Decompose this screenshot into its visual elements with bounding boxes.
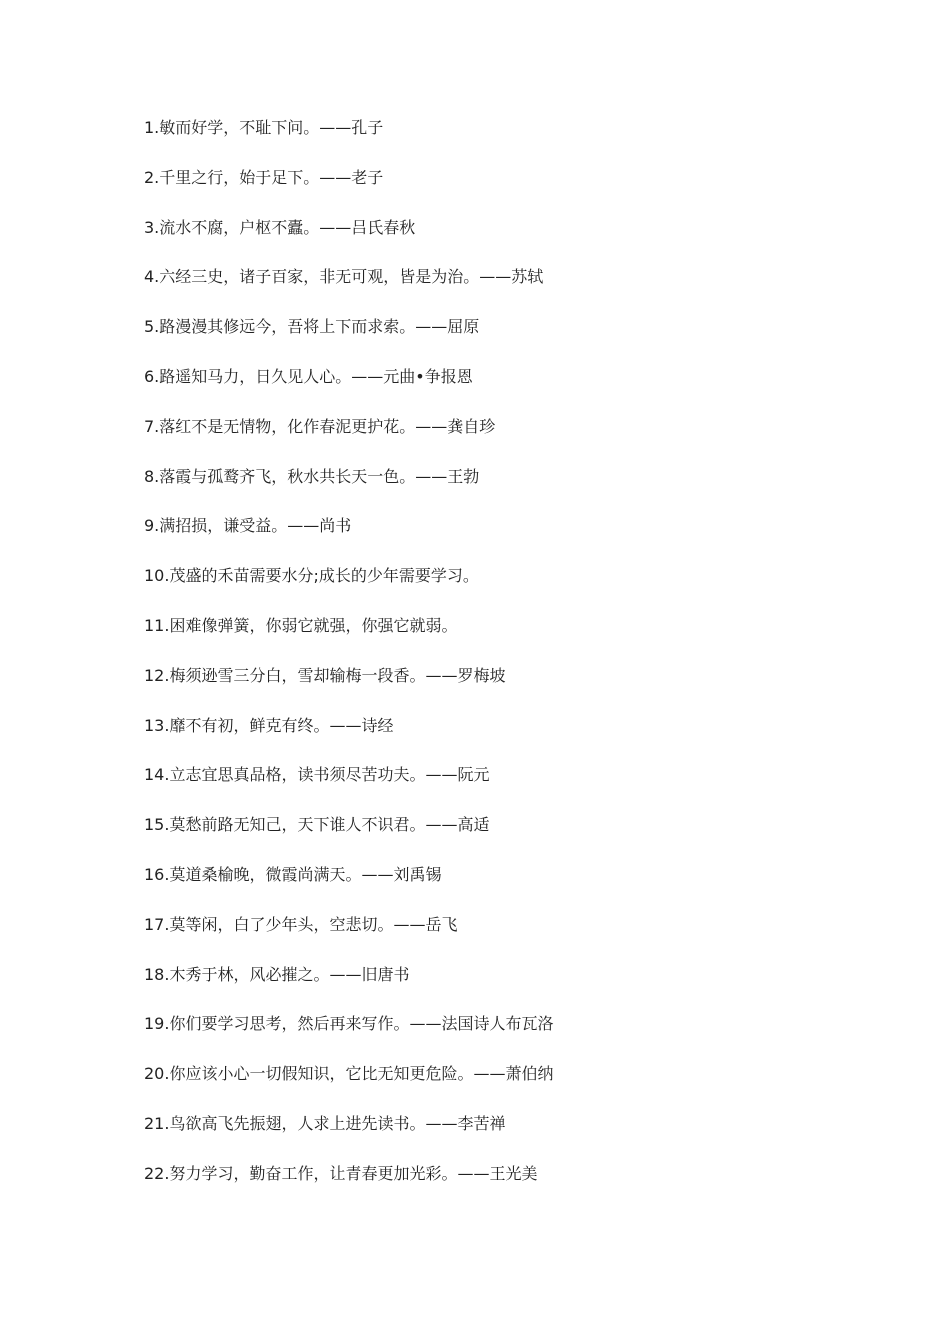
quote-line: 18.木秀于林，风必摧之。——旧唐书 bbox=[144, 964, 410, 984]
quote-line: 21.鸟欲高飞先振翅，人求上进先读书。——李苦禅 bbox=[144, 1113, 506, 1133]
quote-line: 14.立志宜思真品格，读书须尽苦功夫。——阮元 bbox=[144, 765, 490, 785]
quote-line: 2.千里之行，始于足下。——老子 bbox=[144, 167, 384, 187]
quote-line: 11.困难像弹簧，你弱它就强，你强它就弱。 bbox=[144, 615, 458, 635]
quote-line: 3.流水不腐，户枢不蠹。——吕氏春秋 bbox=[144, 217, 416, 237]
quote-line: 9.满招损，谦受益。——尚书 bbox=[144, 516, 352, 536]
quote-line: 1.敏而好学，不耻下问。——孔子 bbox=[144, 118, 384, 137]
quote-line: 17.莫等闲，白了少年头，空悲切。——岳飞 bbox=[144, 914, 458, 934]
quote-line: 4.六经三史，诸子百家，非无可观，皆是为治。——苏轼 bbox=[144, 267, 544, 287]
quote-list bbox=[144, 115, 553, 1211]
quote-line: 7.落红不是无情物，化作春泥更护花。——龚自珍 bbox=[144, 416, 496, 436]
quote-line: 8.落霞与孤鹜齐飞，秋水共长天一色。——王勃 bbox=[144, 466, 480, 486]
quote-line: 5.路漫漫其修远今，吾将上下而求索。——屈原 bbox=[144, 317, 480, 337]
quote-line: 16.莫道桑榆晚，微霞尚满天。——刘禹锡 bbox=[144, 864, 442, 884]
quote-line: 22.努力学习，勤奋工作，让青春更加光彩。——王光美 bbox=[144, 1163, 538, 1183]
quote-line: 12.梅须逊雪三分白，雪却输梅一段香。——罗梅坡 bbox=[144, 665, 506, 685]
quote-line: 13.靡不有初，鲜克有终。——诗经 bbox=[144, 715, 394, 735]
quote-line: 15.莫愁前路无知己，天下谁人不识君。——高适 bbox=[144, 815, 490, 835]
quote-line: 20.你应该小心一切假知识，它比无知更危险。——萧伯纳 bbox=[144, 1064, 554, 1084]
quote-line: 10.茂盛的禾苗需要水分;成长的少年需要学习。 bbox=[144, 566, 479, 586]
quote-line: 19.你们要学习思考，然后再来写作。——法国诗人布瓦洛 bbox=[144, 1014, 554, 1034]
quote-line: 6.路遥知马力，日久见人心。——元曲•争报恩 bbox=[144, 366, 473, 386]
